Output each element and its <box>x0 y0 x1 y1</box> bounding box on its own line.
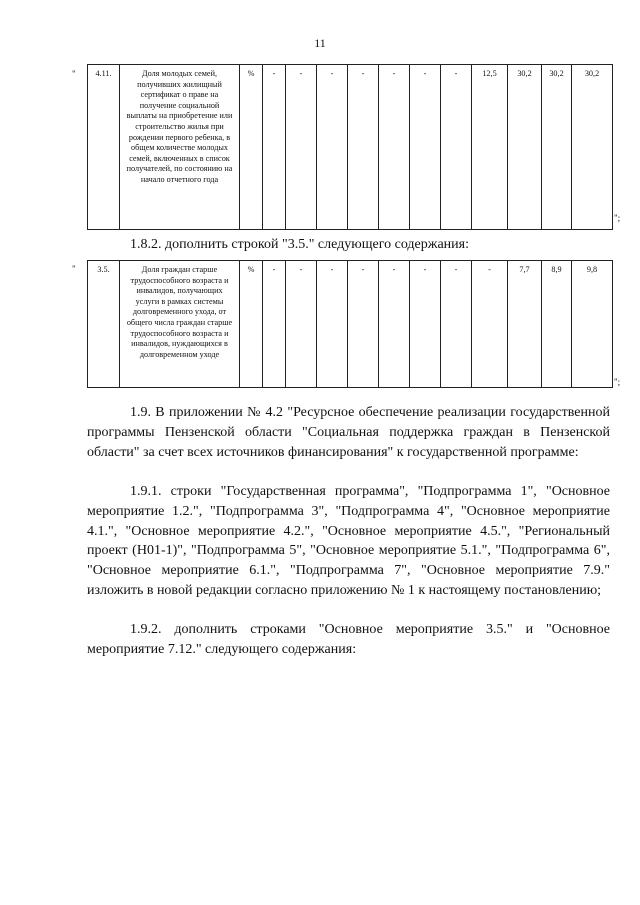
value-cell: - <box>317 261 348 388</box>
paragraph-1-9: 1.9. В приложении № 4.2 "Ресурсное обеспечение реализации государственной программы Пензенской области "Социальная поддержка граждан в Пензенской области" за счет всех источников финансирования" к государственной программе: <box>87 405 610 460</box>
unit-cell: % <box>240 261 263 388</box>
value-cell: - <box>410 65 441 230</box>
value-cell: - <box>263 261 286 388</box>
indicator-name-cell: Доля молодых семей, получивших жилищный сертификат о праве на получение социальной выплаты на приобретение или строительство жилья при рождении первого ребенка, в общем количестве молодых семей, включенных в список получателей, по состоянию на начало отчетного года <box>120 65 240 230</box>
value-cell: - <box>379 65 410 230</box>
value-cell: - <box>379 261 410 388</box>
value-cell: 30,2 <box>508 65 542 230</box>
row-number-cell: 4.11. <box>88 65 120 230</box>
value-cell: - <box>410 261 441 388</box>
opening-quote-mark: " <box>72 69 76 79</box>
indicator-table-row-3-5 <box>87 260 613 388</box>
value-cell: - <box>348 65 379 230</box>
value-cell: 12,5 <box>472 65 508 230</box>
closing-quote-mark: "; <box>614 377 621 387</box>
unit-cell: % <box>240 65 263 230</box>
value-cell: - <box>317 65 348 230</box>
indicator-table-row-4-11 <box>87 64 613 230</box>
opening-quote-mark: " <box>72 264 76 274</box>
closing-quote-mark: "; <box>614 213 621 223</box>
paragraph-1-8-2: 1.8.2. дополнить строкой "3.5." следующего содержания: <box>130 237 469 252</box>
value-cell: 7,7 <box>508 261 542 388</box>
row-number-cell: 3.5. <box>88 261 120 388</box>
paragraph-1-9-1: 1.9.1. строки "Государственная программа", "Подпрограмма 1", "Основное мероприятие 1.2.", "Подпрограмма 3", "Подпрограмма 4", "Основное мероприятие 4.1.", "Основное мероприятие 4.2.", "Основное мероприятие 4.5.", "Региональный проект (Н01-1)", "Подпрограмма 5", "Основное мероприятие 5.1.", "Подпрограмма 6", "Основное мероприятие 6.1.", "Подпрограмма 7", "Основное мероприятие 7.9." изложить в новой редакции согласно приложению № 1 к настоящему постановлению; <box>87 484 610 598</box>
value-cell: 9,8 <box>572 261 613 388</box>
value-cell: - <box>263 65 286 230</box>
value-cell: 8,9 <box>542 261 572 388</box>
indicator-name-cell: Доля граждан старше трудоспособного возраста и инвалидов, получающих услуги в рамках системы долговременного ухода, от общего числа граждан старше трудоспособного возраста и инвалидов, нуждающихся в долговременном уходе <box>120 261 240 388</box>
value-cell: 30,2 <box>572 65 613 230</box>
value-cell: - <box>441 65 472 230</box>
value-cell: - <box>441 261 472 388</box>
value-cell: - <box>286 261 317 388</box>
paragraph-1-9-2: 1.9.2. дополнить строками "Основное мероприятие 3.5." и "Основное мероприятие 7.12." следующего содержания: <box>87 622 610 657</box>
value-cell: - <box>472 261 508 388</box>
table-row <box>88 261 613 388</box>
value-cell: 30,2 <box>542 65 572 230</box>
table-row <box>88 65 613 230</box>
value-cell: - <box>286 65 317 230</box>
page-number: 11 <box>314 36 326 50</box>
value-cell: - <box>348 261 379 388</box>
